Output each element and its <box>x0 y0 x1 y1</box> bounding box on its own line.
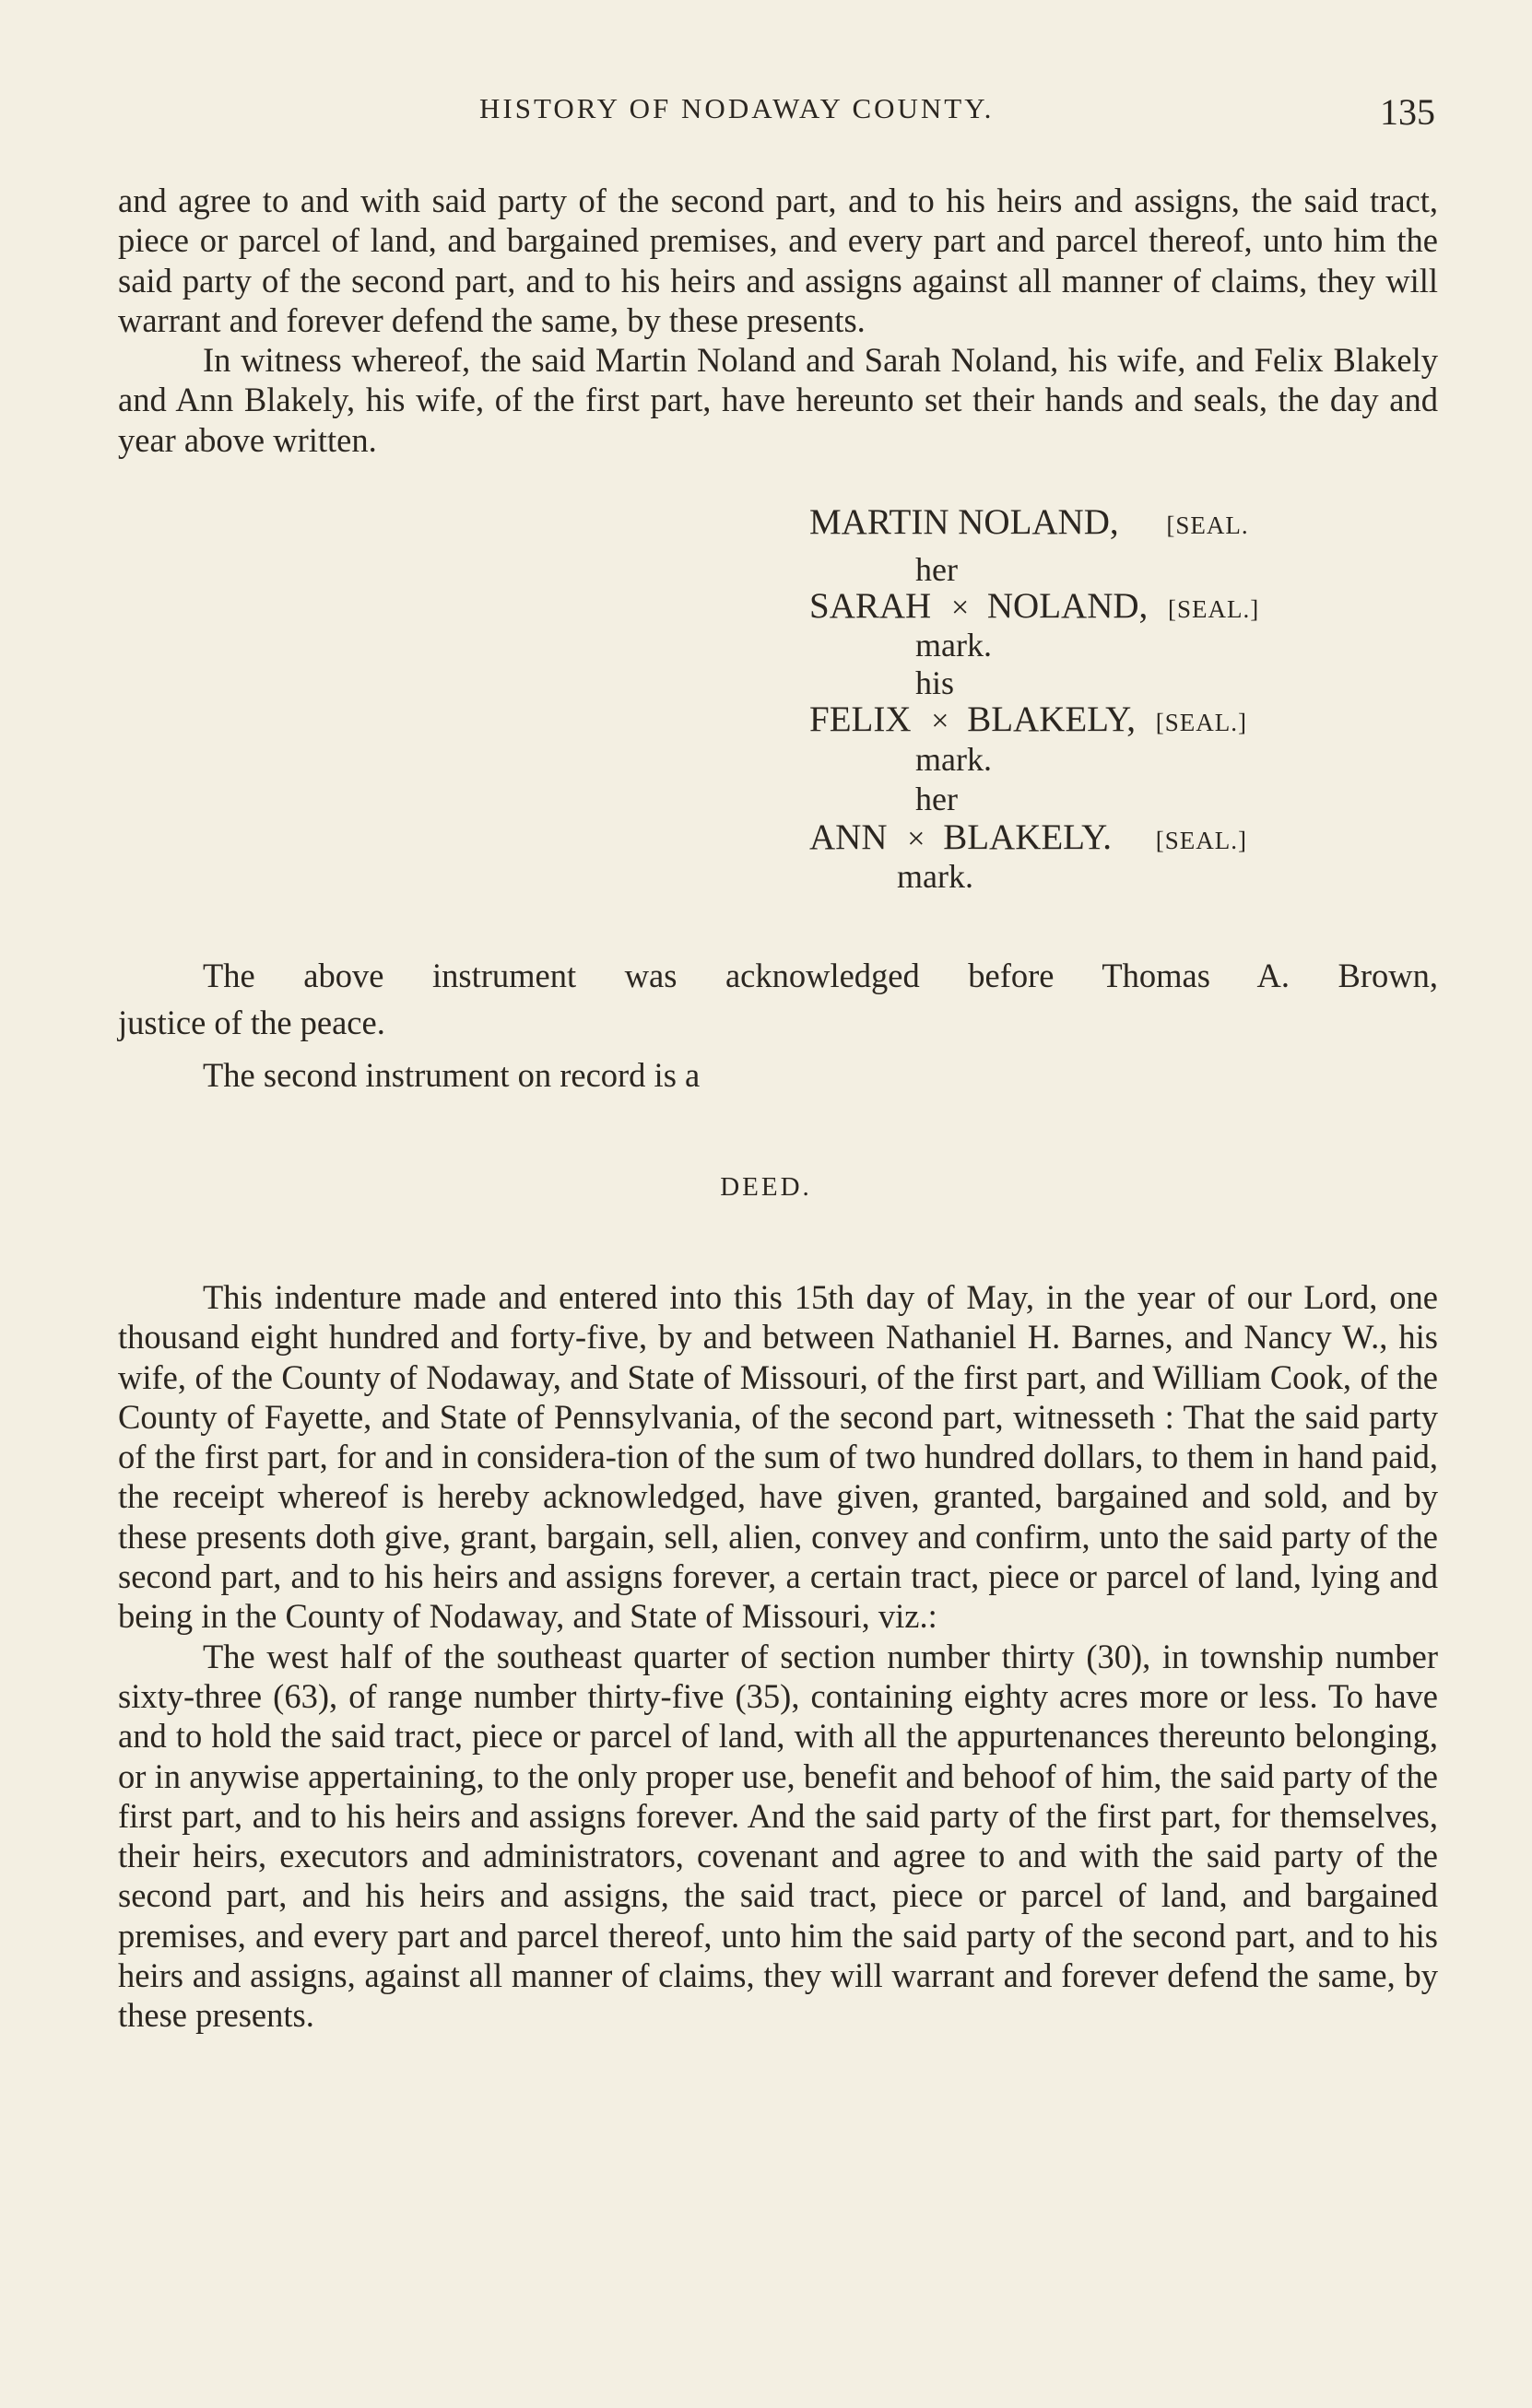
her-label: her <box>915 551 958 588</box>
signer-last-name: NOLAND, <box>986 586 1149 626</box>
deed-paragraph: The west half of the southeast quarter of section number thirty (30), in township number sixty-three (63), of range number thirty-five (35), containing eighty acres more or less. To have and to hold the said tract, piece or parcel of land, with all the appurtenances thereunto belonging, or in anywise appertaining, to the only proper use, benefit and behoof of him, the said party of the first part, and to his heirs and assigns forever. And the said party of the first part, for themselves, their heirs, executors and administrators, covenant and agree to and with the said party of the second part, and his heirs and assigns, the said tract, piece or parcel of land, and bargained premises, and every part and parcel thereof, unto him the said party of the second part, and to his heirs and assigns, against all manner of claims, they will warrant and forever defend the same, by these presents. <box>118 1637 1438 2035</box>
signer-last-name: BLAKELY. <box>943 817 1112 857</box>
page-header <box>0 90 1532 146</box>
acknowledgment-line: justice of the peace. <box>118 1004 385 1041</box>
signer-last-name: BLAKELY, <box>967 699 1136 739</box>
covenant-text <box>118 181 1438 460</box>
acknowledgment-line: The above instrument was acknowledged before Thomas A. Brown, <box>203 957 1438 994</box>
signature-martin-noland <box>809 501 1249 543</box>
seal-mark: [SEAL.] <box>1155 827 1247 854</box>
mark-label: mark. <box>915 627 992 664</box>
signer-name: MARTIN NOLAND, <box>809 502 1119 542</box>
deed-heading: DEED. <box>720 1172 812 1202</box>
seal-mark: [SEAL. <box>1166 511 1249 539</box>
his-label: his <box>915 664 955 701</box>
mark-label: mark. <box>897 858 973 895</box>
deed-paragraph: This indenture made and entered into this 15th day of May, in the year of our Lord, one thousand eight hundred and forty-five, by and between Nathaniel H. Barnes, and Nancy W., his wife, of the County of Nodaway, and State of Missouri, of the first part, and William Cook, of the County of Fayette, and State of Pennsylvania, of the second part, witnesseth : That the said party of the first part, for and in considera-tion of the sum of two hundred dollars, to them in hand paid, the receipt whereof is hereby acknowledged, have given, granted, bargained and sold, and by these presents doth give, grant, bargain, sell, alien, convey and confirm, unto the said party of the second part, and to his heirs and assigns forever, a certain tract, piece or parcel of land, lying and being in the County of Nodaway, and State of Missouri, viz.: <box>118 1278 1438 1636</box>
covenant-paragraph: and agree to and with said party of the second part, and to his heirs and assigns, the said tract, piece or parcel of land, and bargained premises, and every part and parcel thereof, unto him the said party of the second part, and to his heirs and assigns against all manner of claims, they will warrant and forever defend the same, by these presents. <box>118 182 1438 339</box>
cross-mark-icon: × <box>907 822 925 856</box>
seal-mark: [SEAL.] <box>1155 709 1247 736</box>
page-number: 135 <box>1380 91 1435 133</box>
cross-mark-icon: × <box>950 591 970 625</box>
second-instrument-line: The second instrument on record is a <box>203 1056 701 1094</box>
seal-mark: [SEAL.] <box>1168 595 1260 623</box>
signer-first-name: ANN <box>809 817 888 857</box>
signer-first-name: SARAH <box>809 586 932 626</box>
signer-first-name: FELIX <box>809 699 912 739</box>
witness-paragraph: In witness whereof, the said Martin Noland and Sarah Noland, his wife, and Felix Blakely and Ann Blakely, his wife, of the first part, have hereunto set their hands and seals, the day and year above written. <box>118 341 1438 459</box>
acknowledgment <box>118 956 1438 1095</box>
signature-felix-blakely <box>809 699 1247 740</box>
running-title: HISTORY OF NODAWAY COUNTY. <box>479 92 995 124</box>
cross-mark-icon: × <box>931 704 949 738</box>
deed-text <box>118 1277 1438 2036</box>
mark-label: mark. <box>915 741 992 778</box>
signature-ann-blakely <box>809 816 1247 858</box>
signature-sarah-noland <box>809 585 1259 627</box>
her-label: her <box>915 781 958 817</box>
